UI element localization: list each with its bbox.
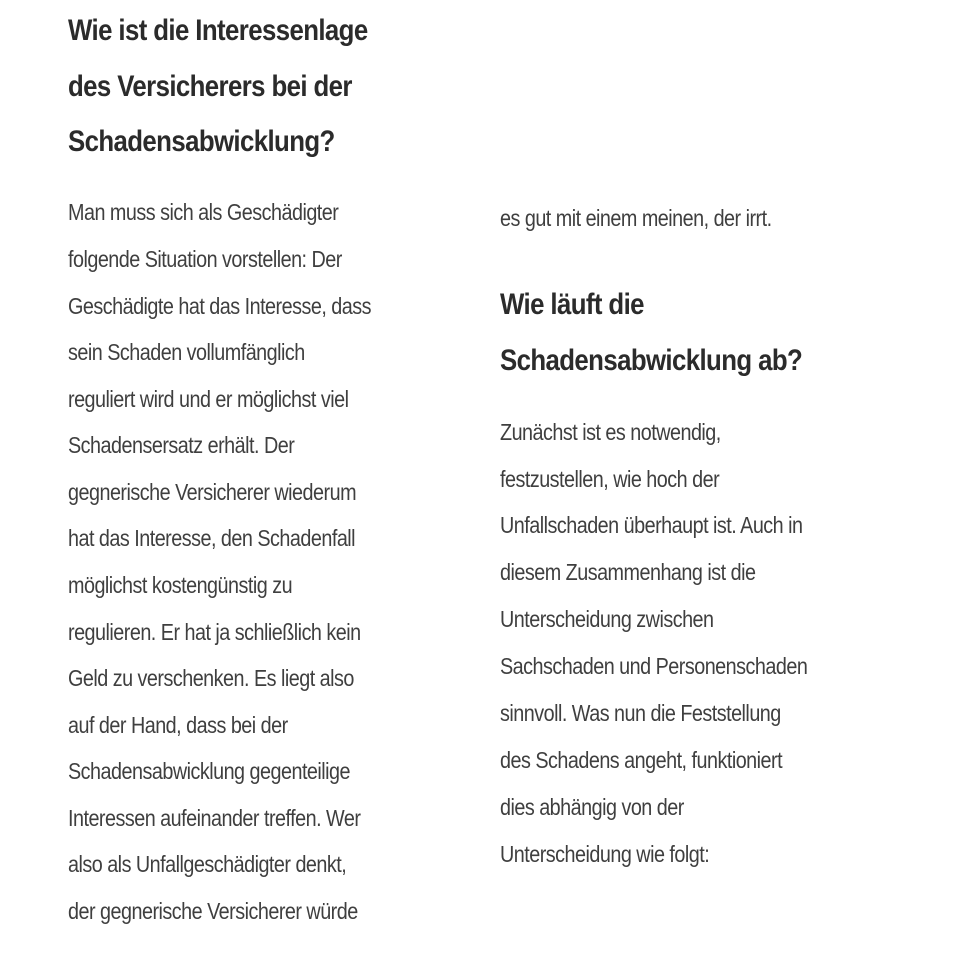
body-line: Schadensabwicklung gegenteilige	[68, 758, 351, 784]
body-line: Geschädigte hat das Interesse, dass	[68, 293, 372, 319]
body-line: also als Unfallgeschädigter denkt,	[68, 851, 347, 877]
body-line: reguliert wird und er möglichst viel	[68, 386, 349, 412]
body-line: Unfallschaden überhaupt ist. Auch in	[500, 512, 803, 538]
heading-line: Schadensabwicklung?	[68, 125, 335, 158]
continuation-line: es gut mit einem meinen, der irrt.	[500, 205, 772, 231]
body-line: Zunächst ist es notwendig,	[500, 419, 721, 445]
heading-line: Wie ist die Interessenlage	[68, 14, 368, 47]
body-line: regulieren. Er hat ja schließlich kein	[68, 619, 361, 645]
body-line: festzustellen, wie hoch der	[500, 466, 720, 492]
body-line: sinnvoll. Was nun die Feststellung	[500, 700, 781, 726]
heading-line: Wie läuft die	[500, 288, 644, 321]
body-line: folgende Situation vorstellen: Der	[68, 246, 342, 272]
body-line: möglichst kostengünstig zu	[68, 572, 293, 598]
body-line: hat das Interesse, den Schadenfall	[68, 525, 356, 551]
heading-line: des Versicherers bei der	[68, 70, 352, 103]
body-line: gegnerische Versicherer wiederum	[68, 479, 357, 505]
body-line: Interessen aufeinander treffen. Wer	[68, 805, 361, 831]
body-line: sein Schaden vollumfänglich	[68, 339, 305, 365]
body-line: der gegnerische Versicherer würde	[68, 898, 358, 924]
body-line: Geld zu verschenken. Es liegt also	[68, 665, 354, 691]
body-line: Schadensersatz erhält. Der	[68, 432, 295, 458]
body-line: Sachschaden und Personenschaden	[500, 653, 808, 679]
body-line: des Schadens angeht, funktioniert	[500, 747, 783, 773]
heading-line: Schadensabwicklung ab?	[500, 344, 803, 377]
body-line: Man muss sich als Geschädigter	[68, 199, 339, 225]
body-line: dies abhängig von der	[500, 794, 684, 820]
body-line: Unterscheidung zwischen	[500, 606, 714, 632]
body-line: diesem Zusammenhang ist die	[500, 559, 756, 585]
body-line: Unterscheidung wie folgt:	[500, 841, 710, 867]
body-line: auf der Hand, dass bei der	[68, 712, 288, 738]
